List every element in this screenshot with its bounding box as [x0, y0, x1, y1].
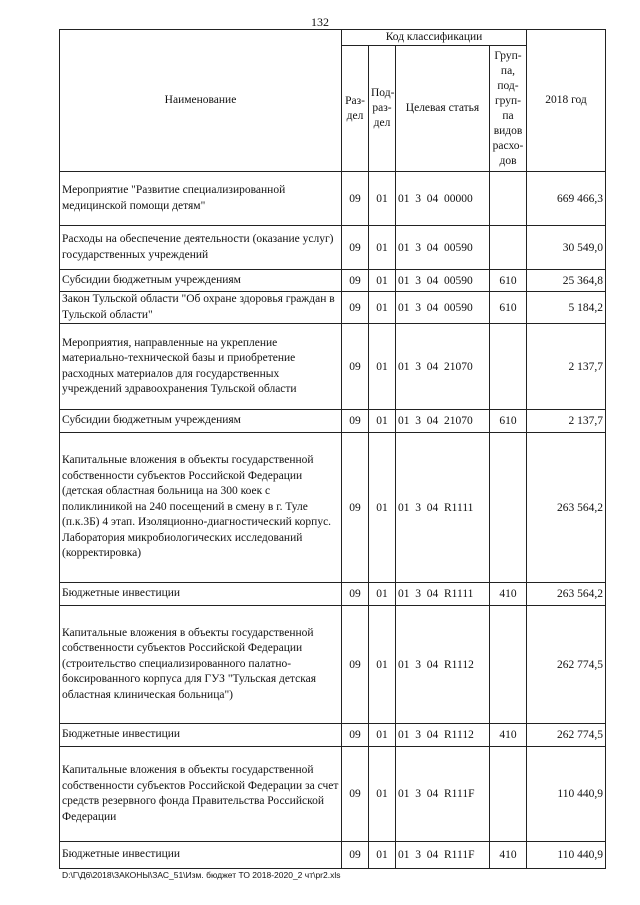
table-row: [60, 583, 606, 606]
table-row: [60, 747, 606, 842]
row-expense-group: 410: [490, 842, 527, 869]
row-amount: 2 137,7: [527, 410, 606, 433]
row-subsection: 01: [369, 292, 396, 324]
row-name: Бюджетные инвестиции: [60, 583, 342, 606]
row-expense-group: [490, 324, 527, 410]
row-amount: 669 466,3: [527, 172, 606, 226]
row-target: 01 3 04 R111F: [396, 747, 490, 842]
row-name: Бюджетные инвестиции: [60, 842, 342, 869]
table-row: [60, 842, 606, 869]
table-row: [60, 324, 606, 410]
row-name: Субсидии бюджетным учреждениям: [60, 410, 342, 433]
table-row: [60, 226, 606, 270]
table-row: [60, 270, 606, 292]
table-row: [60, 172, 606, 226]
row-expense-group: 610: [490, 270, 527, 292]
row-section: 09: [342, 292, 369, 324]
row-name: Капитальные вложения в объекты государственной собственности субъектов Российской Федерации (строительство специализированного палатно-боксированного корпуса для ГУЗ "Тульская детская областная клиническая больница"): [60, 606, 342, 724]
row-subsection: 01: [369, 842, 396, 869]
row-target: 01 3 04 21070: [396, 324, 490, 410]
row-name: Капитальные вложения в объекты государственной собственности субъектов Российской Федерации за счет средств резервного фонда Правительства Российской Федерации: [60, 747, 342, 842]
row-section: 09: [342, 324, 369, 410]
row-amount: 110 440,9: [527, 842, 606, 869]
row-name: Бюджетные инвестиции: [60, 724, 342, 747]
row-target: 01 3 04 00590: [396, 270, 490, 292]
row-expense-group: 610: [490, 410, 527, 433]
header-expense-group: [490, 46, 527, 172]
table-row: [60, 410, 606, 433]
row-target: 01 3 04 R111F: [396, 842, 490, 869]
row-amount: 25 364,8: [527, 270, 606, 292]
row-expense-group: 410: [490, 724, 527, 747]
row-expense-group: [490, 226, 527, 270]
row-amount: 110 440,9: [527, 747, 606, 842]
row-target: 01 3 04 R1111: [396, 433, 490, 583]
row-amount: 262 774,5: [527, 724, 606, 747]
header-subsection-label: Под- раз- дел: [371, 87, 395, 129]
row-amount: 2 137,7: [527, 324, 606, 410]
row-name: Капитальные вложения в объекты государственной собственности субъектов Российской Федерации (детская областная больница на 300 коек с поликлиникой на 240 посещений в смену в г. Туле (п.к.3Б) 4 этап. Изоляционно-диагностический корпус. Лаборатория микробиологических исследований (корректировка): [60, 433, 342, 583]
row-subsection: 01: [369, 433, 396, 583]
row-amount: 263 564,2: [527, 433, 606, 583]
row-amount: 30 549,0: [527, 226, 606, 270]
row-expense-group: 610: [490, 292, 527, 324]
row-expense-group: 410: [490, 583, 527, 606]
row-subsection: 01: [369, 410, 396, 433]
row-amount: 5 184,2: [527, 292, 606, 324]
row-section: 09: [342, 583, 369, 606]
table-row: [60, 724, 606, 747]
row-section: 09: [342, 747, 369, 842]
row-expense-group: [490, 747, 527, 842]
row-name: Мероприятие "Развитие специализированной медицинской помощи детям": [60, 172, 342, 226]
row-subsection: 01: [369, 226, 396, 270]
header-code-group: Код классификации: [342, 30, 527, 46]
row-amount: 263 564,2: [527, 583, 606, 606]
row-name: Субсидии бюджетным учреждениям: [60, 270, 342, 292]
row-name: Мероприятия, направленные на укрепление материально-технической базы и приобретение расходных материалов для государственных учреждений здравоохранения Тульской области: [60, 324, 342, 410]
row-expense-group: [490, 433, 527, 583]
row-subsection: 01: [369, 724, 396, 747]
row-section: 09: [342, 724, 369, 747]
row-section: 09: [342, 410, 369, 433]
row-subsection: 01: [369, 270, 396, 292]
row-section: 09: [342, 433, 369, 583]
header-section: [342, 46, 369, 172]
row-subsection: 01: [369, 172, 396, 226]
table-row: [60, 292, 606, 324]
row-target: 01 3 04 00590: [396, 226, 490, 270]
header-year: 2018 год: [527, 30, 606, 172]
row-section: 09: [342, 226, 369, 270]
row-section: 09: [342, 606, 369, 724]
table-row: [60, 433, 606, 583]
row-expense-group: [490, 172, 527, 226]
row-target: 01 3 04 R1111: [396, 583, 490, 606]
row-subsection: 01: [369, 606, 396, 724]
row-target: 01 3 04 R1112: [396, 606, 490, 724]
header-name: Наименование: [60, 30, 342, 172]
header-section-label: Раз- дел: [345, 94, 365, 122]
row-subsection: 01: [369, 747, 396, 842]
row-subsection: 01: [369, 324, 396, 410]
row-amount: 262 774,5: [527, 606, 606, 724]
header-subsection: [369, 46, 396, 172]
budget-table: [59, 29, 606, 869]
file-path-footer: D:\Г\Д6\2018\ЗАКОНЫ\ЗАС_51\Изм. бюджет ТО 2018-2020_2 чт\pr2.xls: [62, 870, 341, 880]
row-target: 01 3 04 00590: [396, 292, 490, 324]
header-target: Целевая статья: [396, 46, 490, 172]
header-expense-group-label: Груп- па, под- груп- па видов расхо- дов: [492, 49, 524, 167]
page-number: 132: [311, 15, 329, 29]
row-name: Расходы на обеспечение деятельности (оказание услуг) государственных учреждений: [60, 226, 342, 270]
row-target: 01 3 04 R1112: [396, 724, 490, 747]
row-name: Закон Тульской области "Об охране здоровья граждан в Тульской области": [60, 292, 342, 324]
row-target: 01 3 04 21070: [396, 410, 490, 433]
row-subsection: 01: [369, 583, 396, 606]
row-expense-group: [490, 606, 527, 724]
row-section: 09: [342, 172, 369, 226]
row-target: 01 3 04 00000: [396, 172, 490, 226]
table-row: [60, 606, 606, 724]
row-section: 09: [342, 842, 369, 869]
row-section: 09: [342, 270, 369, 292]
